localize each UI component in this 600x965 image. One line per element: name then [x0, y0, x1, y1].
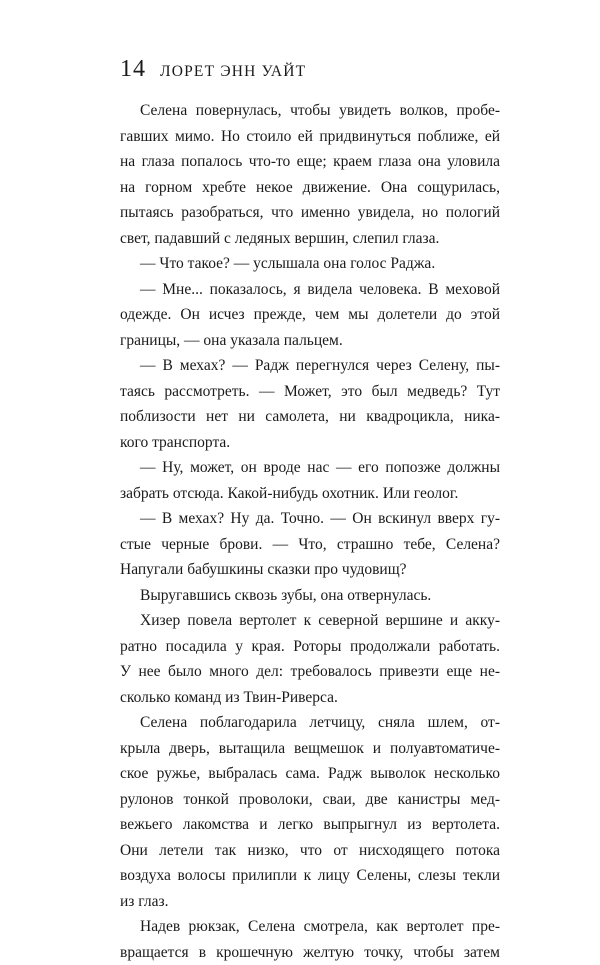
- text-line: Выругавшись сквозь зубы, она отвернулась.: [120, 583, 500, 609]
- text-line: забрать отсюда. Какой-нибудь охотник. Или геолог.: [120, 481, 500, 507]
- text-line: вращается в крошечную желтую точку, чтобы затем: [120, 940, 500, 965]
- text-line: крыла дверь, вытащила вещмешок и полуавтоматиче-: [120, 736, 500, 762]
- text-line: У нее было много дел: требовалось привезти еще не-: [120, 659, 500, 685]
- text-line: — В мехах? — Радж перегнулся через Селену, пы-: [120, 353, 500, 379]
- text-line: — Что такое? — услышала она голос Раджа.: [120, 251, 500, 277]
- text-line: ратно посадила у края. Роторы продолжали работать.: [120, 634, 500, 660]
- text-line: сколько команд из Твин-Риверса.: [120, 685, 500, 711]
- text-line: Селена повернулась, чтобы увидеть волков, пробе-: [120, 98, 500, 124]
- text-line: — Мне... показалось, я видела человека. В меховой: [120, 277, 500, 303]
- running-head: [120, 56, 500, 92]
- text-line: на глаза попалось что-то еще; краем глаза она уловила: [120, 149, 500, 175]
- text-line: — В мехах? Ну да. Точно. — Он вскинул вверх гу-: [120, 506, 500, 532]
- text-line: Хизер повела вертолет к северной вершине и акку-: [120, 608, 500, 634]
- text-line: гавших мимо. Но стоило ей придвинуться поближе, ей: [120, 124, 500, 150]
- text-line: Надев рюкзак, Селена смотрела, как вертолет пре-: [120, 914, 500, 940]
- text-line: Селена поблагодарила летчицу, сняла шлем, от-: [120, 710, 500, 736]
- text-line: рулонов тонкой проволоки, сваи, две канистры мед-: [120, 787, 500, 813]
- book-author: ЛОРЕТ ЭНН УАЙТ: [160, 63, 306, 81]
- text-line: кого транспорта.: [120, 430, 500, 456]
- text-line: свет, падавший с ледяных вершин, слепил глаза.: [120, 226, 500, 252]
- body-text: [120, 98, 500, 965]
- text-line: из глаз.: [120, 889, 500, 915]
- text-line: Они летели так низко, что от нисходящего потока: [120, 838, 500, 864]
- page-number: 14: [120, 56, 146, 83]
- text-line: поблизости нет ни самолета, ни квадроцикла, ника-: [120, 404, 500, 430]
- text-line: одежде. Он исчез прежде, чем мы долетели до этой: [120, 302, 500, 328]
- text-line: пытаясь разобраться, что именно увидела, но пологий: [120, 200, 500, 226]
- text-line: границы, — она указала пальцем.: [120, 328, 500, 354]
- text-line: стые черные брови. — Что, страшно тебе, Селена?: [120, 532, 500, 558]
- text-line: таясь рассмотреть. — Может, это был медведь? Тут: [120, 379, 500, 405]
- text-line: воздуха волосы прилипли к лицу Селены, слезы текли: [120, 863, 500, 889]
- text-line: вежьего лакомства и легко выпрыгнул из вертолета.: [120, 812, 500, 838]
- text-line: Напугали бабушкины сказки про чудовищ?: [120, 557, 500, 583]
- text-line: на горном хребте некое движение. Она сощурилась,: [120, 175, 500, 201]
- book-page: [120, 56, 500, 965]
- text-line: ское ружье, выбралась сама. Радж выволок несколько: [120, 761, 500, 787]
- text-line: — Ну, может, он вроде нас — его попозже должны: [120, 455, 500, 481]
